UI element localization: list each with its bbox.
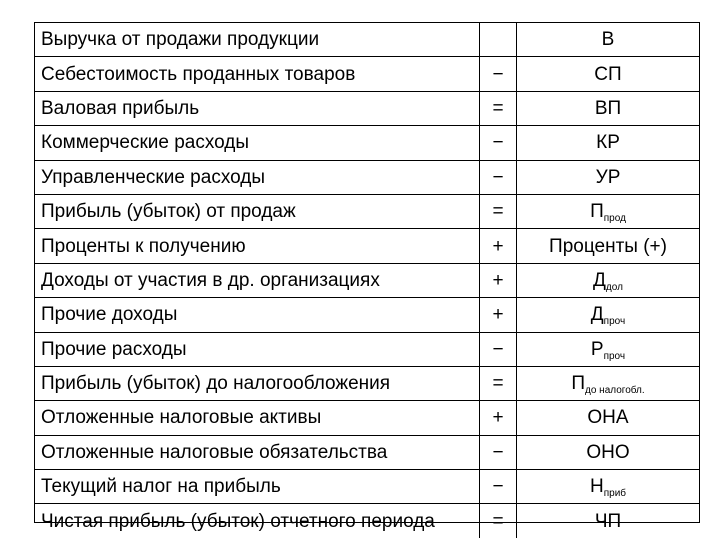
row-symbol-cell [517,194,700,228]
table-row [35,401,699,435]
row-symbol: Д [590,304,604,326]
row-symbol: Д [593,269,606,291]
row-symbol: П [590,201,604,223]
row-symbol-cell [517,91,700,125]
row-symbol-cell [517,160,700,194]
row-symbol: В [601,29,615,51]
row-label: Валовая прибыль [35,91,480,125]
row-operator: = [480,91,517,125]
row-symbol-group [549,237,667,256]
row-symbol: ОНА [587,407,629,429]
row-operator: − [480,470,517,504]
row-symbol: КР [596,132,620,154]
row-symbol-cell [517,366,700,400]
row-symbol-group [596,133,620,152]
row-symbol: Р [590,338,604,360]
row-symbol-cell [517,23,700,57]
row-symbol-subscript: проч [603,350,626,362]
row-symbol: СП [594,63,622,85]
row-symbol-cell [517,263,700,297]
row-operator: = [480,194,517,228]
row-symbol: Проценты (+) [549,235,667,257]
row-symbol-group [590,304,626,328]
table-row [35,126,699,160]
table-row [35,229,699,263]
row-symbol-cell [517,298,700,332]
row-operator: − [480,435,517,469]
table-row [35,504,699,538]
row-symbol-subscript: до налогобл. [585,385,645,397]
row-symbol-cell [517,435,700,469]
row-symbol-cell [517,470,700,504]
row-symbol-group [595,99,621,118]
table-row [35,435,699,469]
table-row [35,366,699,400]
row-label: Текущий налог на прибыль [35,470,480,504]
table-row [35,23,699,57]
row-symbol-cell [517,504,700,538]
row-symbol: ВП [594,97,622,119]
income-statement-table [35,23,699,538]
row-operator: − [480,126,517,160]
row-symbol: П [571,373,585,395]
row-operator: − [480,57,517,91]
row-symbol-group [595,512,621,531]
row-operator: + [480,263,517,297]
row-symbol-group [587,408,628,427]
row-label: Прибыль (убыток) от продаж [35,194,480,228]
row-operator [480,23,517,57]
row-symbol-cell [517,401,700,435]
row-symbol-cell [517,332,700,366]
row-symbol-group [593,269,623,293]
income-statement-table-frame [34,22,700,532]
row-label: Себестоимость проданных товаров [35,57,480,91]
row-label: Прочие доходы [35,298,480,332]
table-row [35,332,699,366]
table-row [35,57,699,91]
row-symbol-group [586,443,629,462]
row-symbol: УР [595,166,621,188]
row-label: Прибыль (убыток) до налогообложения [35,366,480,400]
row-label: Отложенные налоговые обязательства [35,435,480,469]
row-symbol-subscript: приб [603,488,627,500]
row-symbol-group [602,30,615,49]
table-row [35,194,699,228]
income-statement-body [35,23,699,538]
row-symbol: ЧП [594,510,622,532]
row-symbol-cell [517,126,700,160]
row-operator: − [480,332,517,366]
row-symbol-group [590,201,626,225]
table-row [35,160,699,194]
row-operator: − [480,160,517,194]
table-row [35,263,699,297]
row-label: Чистая прибыль (убыток) отчетного периода [35,504,480,538]
row-symbol: Н [589,476,604,498]
row-operator: = [480,366,517,400]
row-symbol-group [590,338,626,362]
row-label: Прочие расходы [35,332,480,366]
row-label: Доходы от участия в др. организациях [35,263,480,297]
table-row [35,470,699,504]
row-symbol: ОНО [586,441,630,463]
table-row [35,91,699,125]
row-symbol-group [594,65,621,84]
row-label: Проценты к получению [35,229,480,263]
row-symbol-cell [517,57,700,91]
row-symbol-group [571,373,645,397]
row-label: Выручка от продажи продукции [35,23,480,57]
row-operator: + [480,298,517,332]
row-symbol-group [589,476,627,500]
row-operator: + [480,401,517,435]
row-symbol-subscript: проч [603,316,626,328]
row-operator: = [480,504,517,538]
row-operator: + [480,229,517,263]
row-symbol-subscript: дол [605,281,623,293]
row-label: Управленческие расходы [35,160,480,194]
row-label: Коммерческие расходы [35,126,480,160]
row-symbol-subscript: прод [603,213,626,225]
row-label: Отложенные налоговые активы [35,401,480,435]
row-symbol-group [596,168,621,187]
table-row [35,298,699,332]
row-symbol-cell [517,229,700,263]
